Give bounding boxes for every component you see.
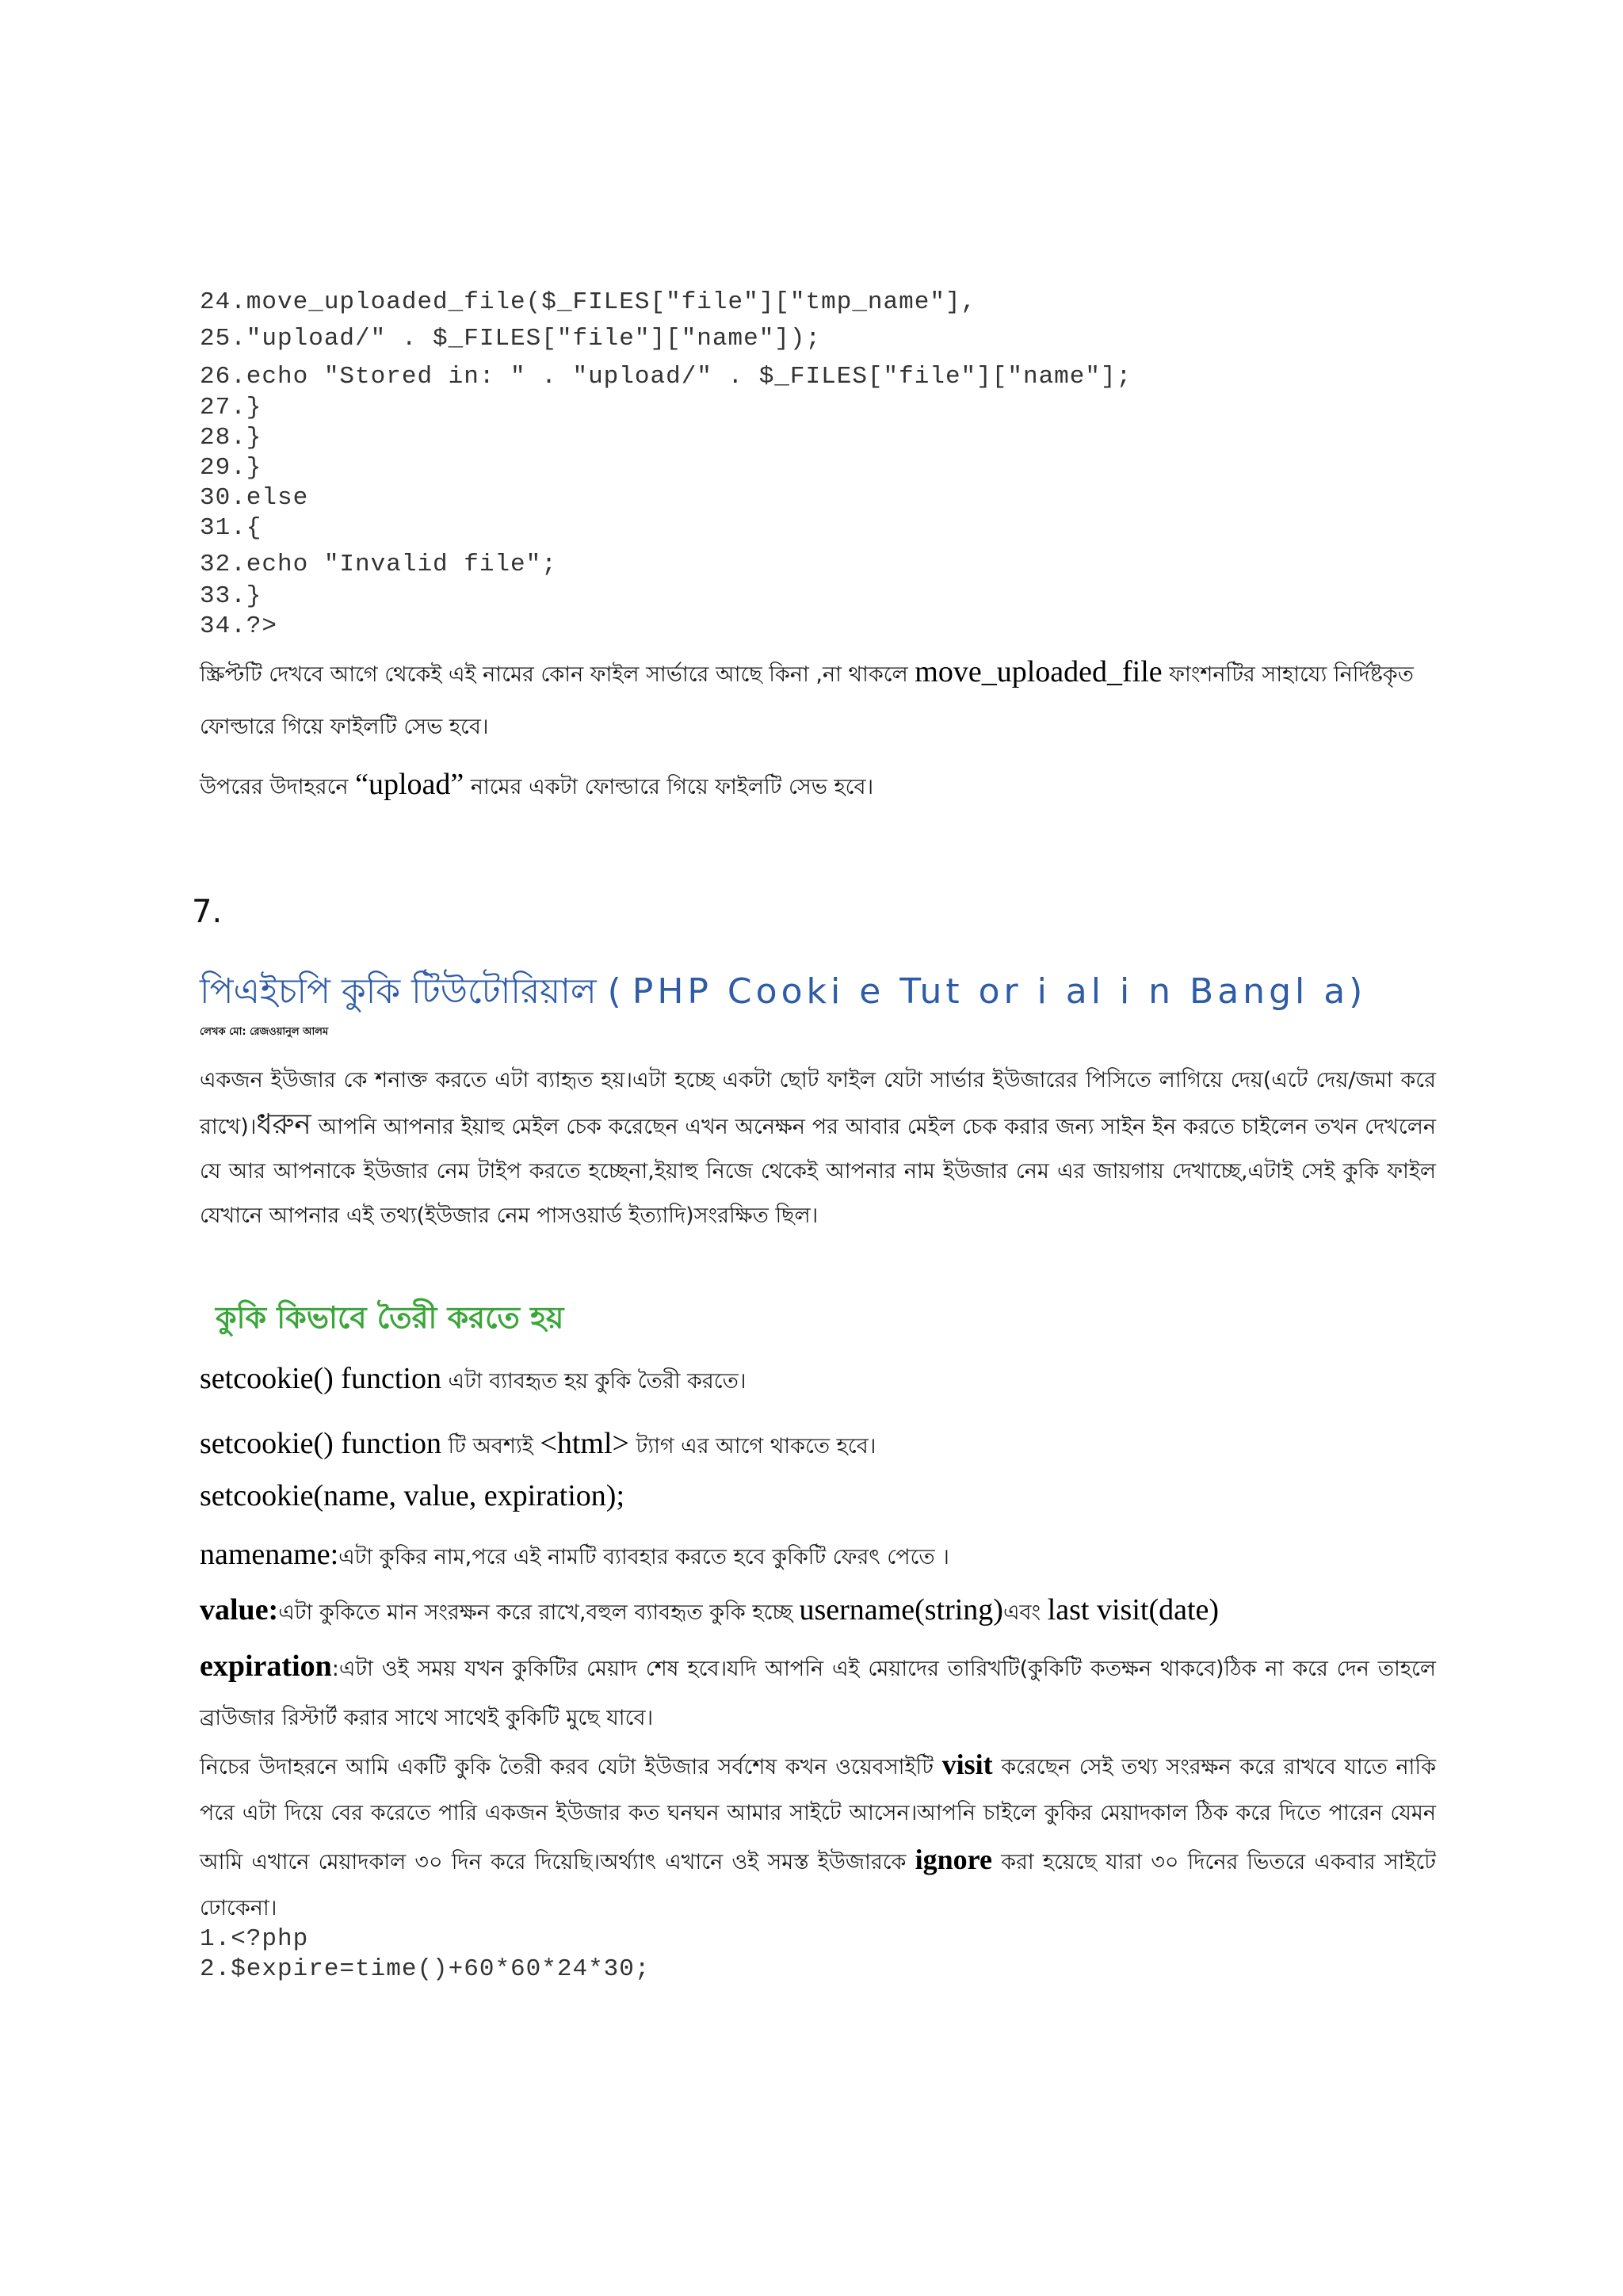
code-line: 25."upload/" . $_FILES["file"]["name"]);	[200, 325, 822, 353]
code-line: 29.}	[200, 454, 262, 482]
text-span: আপনি আপনার ইয়াহু মেইল চেক করেছেন এখন অনেক্ষন পর আবার মেইল চেক করার জন্য সাইন ইন করতে চাইলেন তখন দেখলেন যে আর আপনাকে ইউজার নেম টাইপ করতে হচ্ছেনা,ইয়াহু নিজে থেকেই আপনার নাম ইউজার নেম এর জায়গায় দেখাচ্ছে,এটাই সেই কুকি ফাইল যেখানে আপনার এই তথ্য(ইউজার নেম পাসওয়ার্ড ইত্যাদি)সংরক্ষিত ছিল।	[200, 1115, 1436, 1228]
title-bangla: পিএইচপি কুকি টিউটোরিয়াল (	[200, 971, 632, 1012]
setcookie-line-2	[200, 1426, 876, 1466]
param-name-line	[200, 1537, 949, 1577]
english-term: visit	[941, 1749, 993, 1780]
english-term: last visit(date)	[1047, 1593, 1220, 1627]
code-line: 26.echo "Stored in: " . "upload/" . $_FILES["file"]["name"];	[200, 363, 1132, 391]
title-english: PHP Cooki e Tut or i al i n Bangl a)	[632, 971, 1367, 1012]
code-line: 33.}	[200, 582, 262, 610]
text-span: করেছেন সেই তথ্য সংরক্ষন করে রাখবে যাতে নাকি পরে এটা দিয়ে বের করেতে পারি একজন ইউজার কত ঘনঘন আমার সাইটে আসেন।আপনি চাইলে কুকির মেয়াদকাল ঠিক করে দিতে পারেন যেমন আমি এখানে মেয়াদকাল ৩০ দিন করে দিয়েছি।অর্থ্যাৎ এখানে ওই সমস্ত ইউজারকে	[200, 1755, 1436, 1875]
code-line: 1.<?php	[200, 1925, 309, 1953]
section-number: 7.	[192, 894, 223, 930]
code-line: 28.}	[200, 424, 262, 452]
example-paragraph	[200, 1741, 1436, 1932]
code-line: 2.$expire=time()+60*60*24*30;	[200, 1955, 651, 1983]
upload-explain-line-2: ফোল্ডারে গিয়ে ফাইলটি সেভ হবে।	[200, 715, 489, 739]
param-term: expiration	[200, 1650, 332, 1683]
text-span: টি অবশ্যই	[441, 1434, 540, 1459]
param-term: namename:	[200, 1538, 339, 1571]
code-term: setcookie() function	[200, 1362, 441, 1395]
text-span: এটা কুকির নাম,পরে এই নামটি ব্যাবহার করতে হবে কুকিটি ফেরৎ পেতে ।	[338, 1545, 949, 1569]
text-span: একজন ইউজার কে শনাক্ত করতে এটা ব্যাহৃত হয়।এটা হচ্ছে একটা ছোট ফাইল যেটা সার্ভার ইউজারের পিসিতে লাগিয়ে দেয়(এটে দেয়/জমা করে রাখে)।	[200, 1068, 1436, 1139]
code-line: 30.else	[200, 484, 309, 512]
code-line: 27.}	[200, 394, 262, 421]
text-span: ফাংশনটির সাহায্যে নির্দিষ্টকৃত	[1162, 662, 1414, 687]
code-line: 24.move_uploaded_file($_FILES["file"]["tmp_name"],	[200, 288, 977, 316]
setcookie-signature: setcookie(name, value, expiration);	[200, 1479, 625, 1512]
english-term: username(string)	[799, 1593, 1003, 1627]
text-span: ট্যাগ এর আগে থাকতে হবে।	[628, 1434, 876, 1459]
subsection-heading: কুকি কিভাবে তৈরী করতে হয়	[216, 1300, 564, 1335]
code-line: 32.echo "Invalid file";	[200, 551, 557, 578]
param-term: value:	[200, 1593, 279, 1627]
text-span: এবং	[1002, 1600, 1048, 1625]
text-span: এটা ব্যাবহৃত হয় কুকি তৈরী করতে।	[441, 1369, 747, 1394]
quoted-word: “upload”	[355, 768, 464, 801]
code-term: setcookie() function	[200, 1427, 441, 1460]
param-expiration-paragraph	[200, 1642, 1436, 1743]
english-term: ignore	[915, 1844, 992, 1875]
text-span: নামের একটা ফোল্ডারে গিয়ে ফাইলটি সেভ হবে।	[464, 775, 874, 799]
html-tag-term: <html>	[540, 1427, 629, 1460]
code-line: 31.{	[200, 514, 262, 542]
upload-explain-line-3	[200, 767, 873, 807]
emphasis-word: ধরুন	[256, 1108, 311, 1141]
text-span: নিচের উদাহরনে আমি একটি কুকি তৈরী করব যেটা ইউজার সর্বশেষ কখন ওয়েবসাইটি	[200, 1755, 942, 1779]
function-name: move_uploaded_file	[915, 655, 1163, 688]
param-value-line	[200, 1592, 1219, 1632]
author-line: লেখক মো: রেজওয়ানুল আলম	[200, 1026, 329, 1038]
text-span: :এটা ওই সময় যখন কুকিটির মেয়াদ শেষ হবে।যদি আপনি এই মেয়াদের তারিখটি(কুকিটি কতক্ষন থাকবে)ঠিক না করে দেন তাহলে ব্রাউজার রিস্টার্ট করার সাথে সাথেই কুকিটি মুছে যাবে।	[200, 1657, 1436, 1730]
text-span: স্ক্রিপ্টটি দেখবে আগে থেকেই এই নামের কোন ফাইল সার্ভারে আছে কিনা ,না থাকলে	[200, 662, 915, 687]
code-line: 34.?>	[200, 612, 278, 640]
text-span: উপরের উদাহরনে	[200, 775, 356, 799]
intro-paragraph	[200, 1058, 1436, 1238]
section-title	[200, 965, 1366, 1023]
text-span: এটা কুকিতে মান সংরক্ষন করে রাখে,বহুল ব্যাবহৃত কুকি হচ্ছে	[278, 1600, 800, 1625]
setcookie-line-1	[200, 1361, 747, 1401]
text-span: করা হয়েছে যারা ৩০ দিনের ভিতরে একবার সাইটে ঢোকেনা।	[200, 1850, 1436, 1920]
upload-explain-line-1	[200, 654, 1414, 694]
